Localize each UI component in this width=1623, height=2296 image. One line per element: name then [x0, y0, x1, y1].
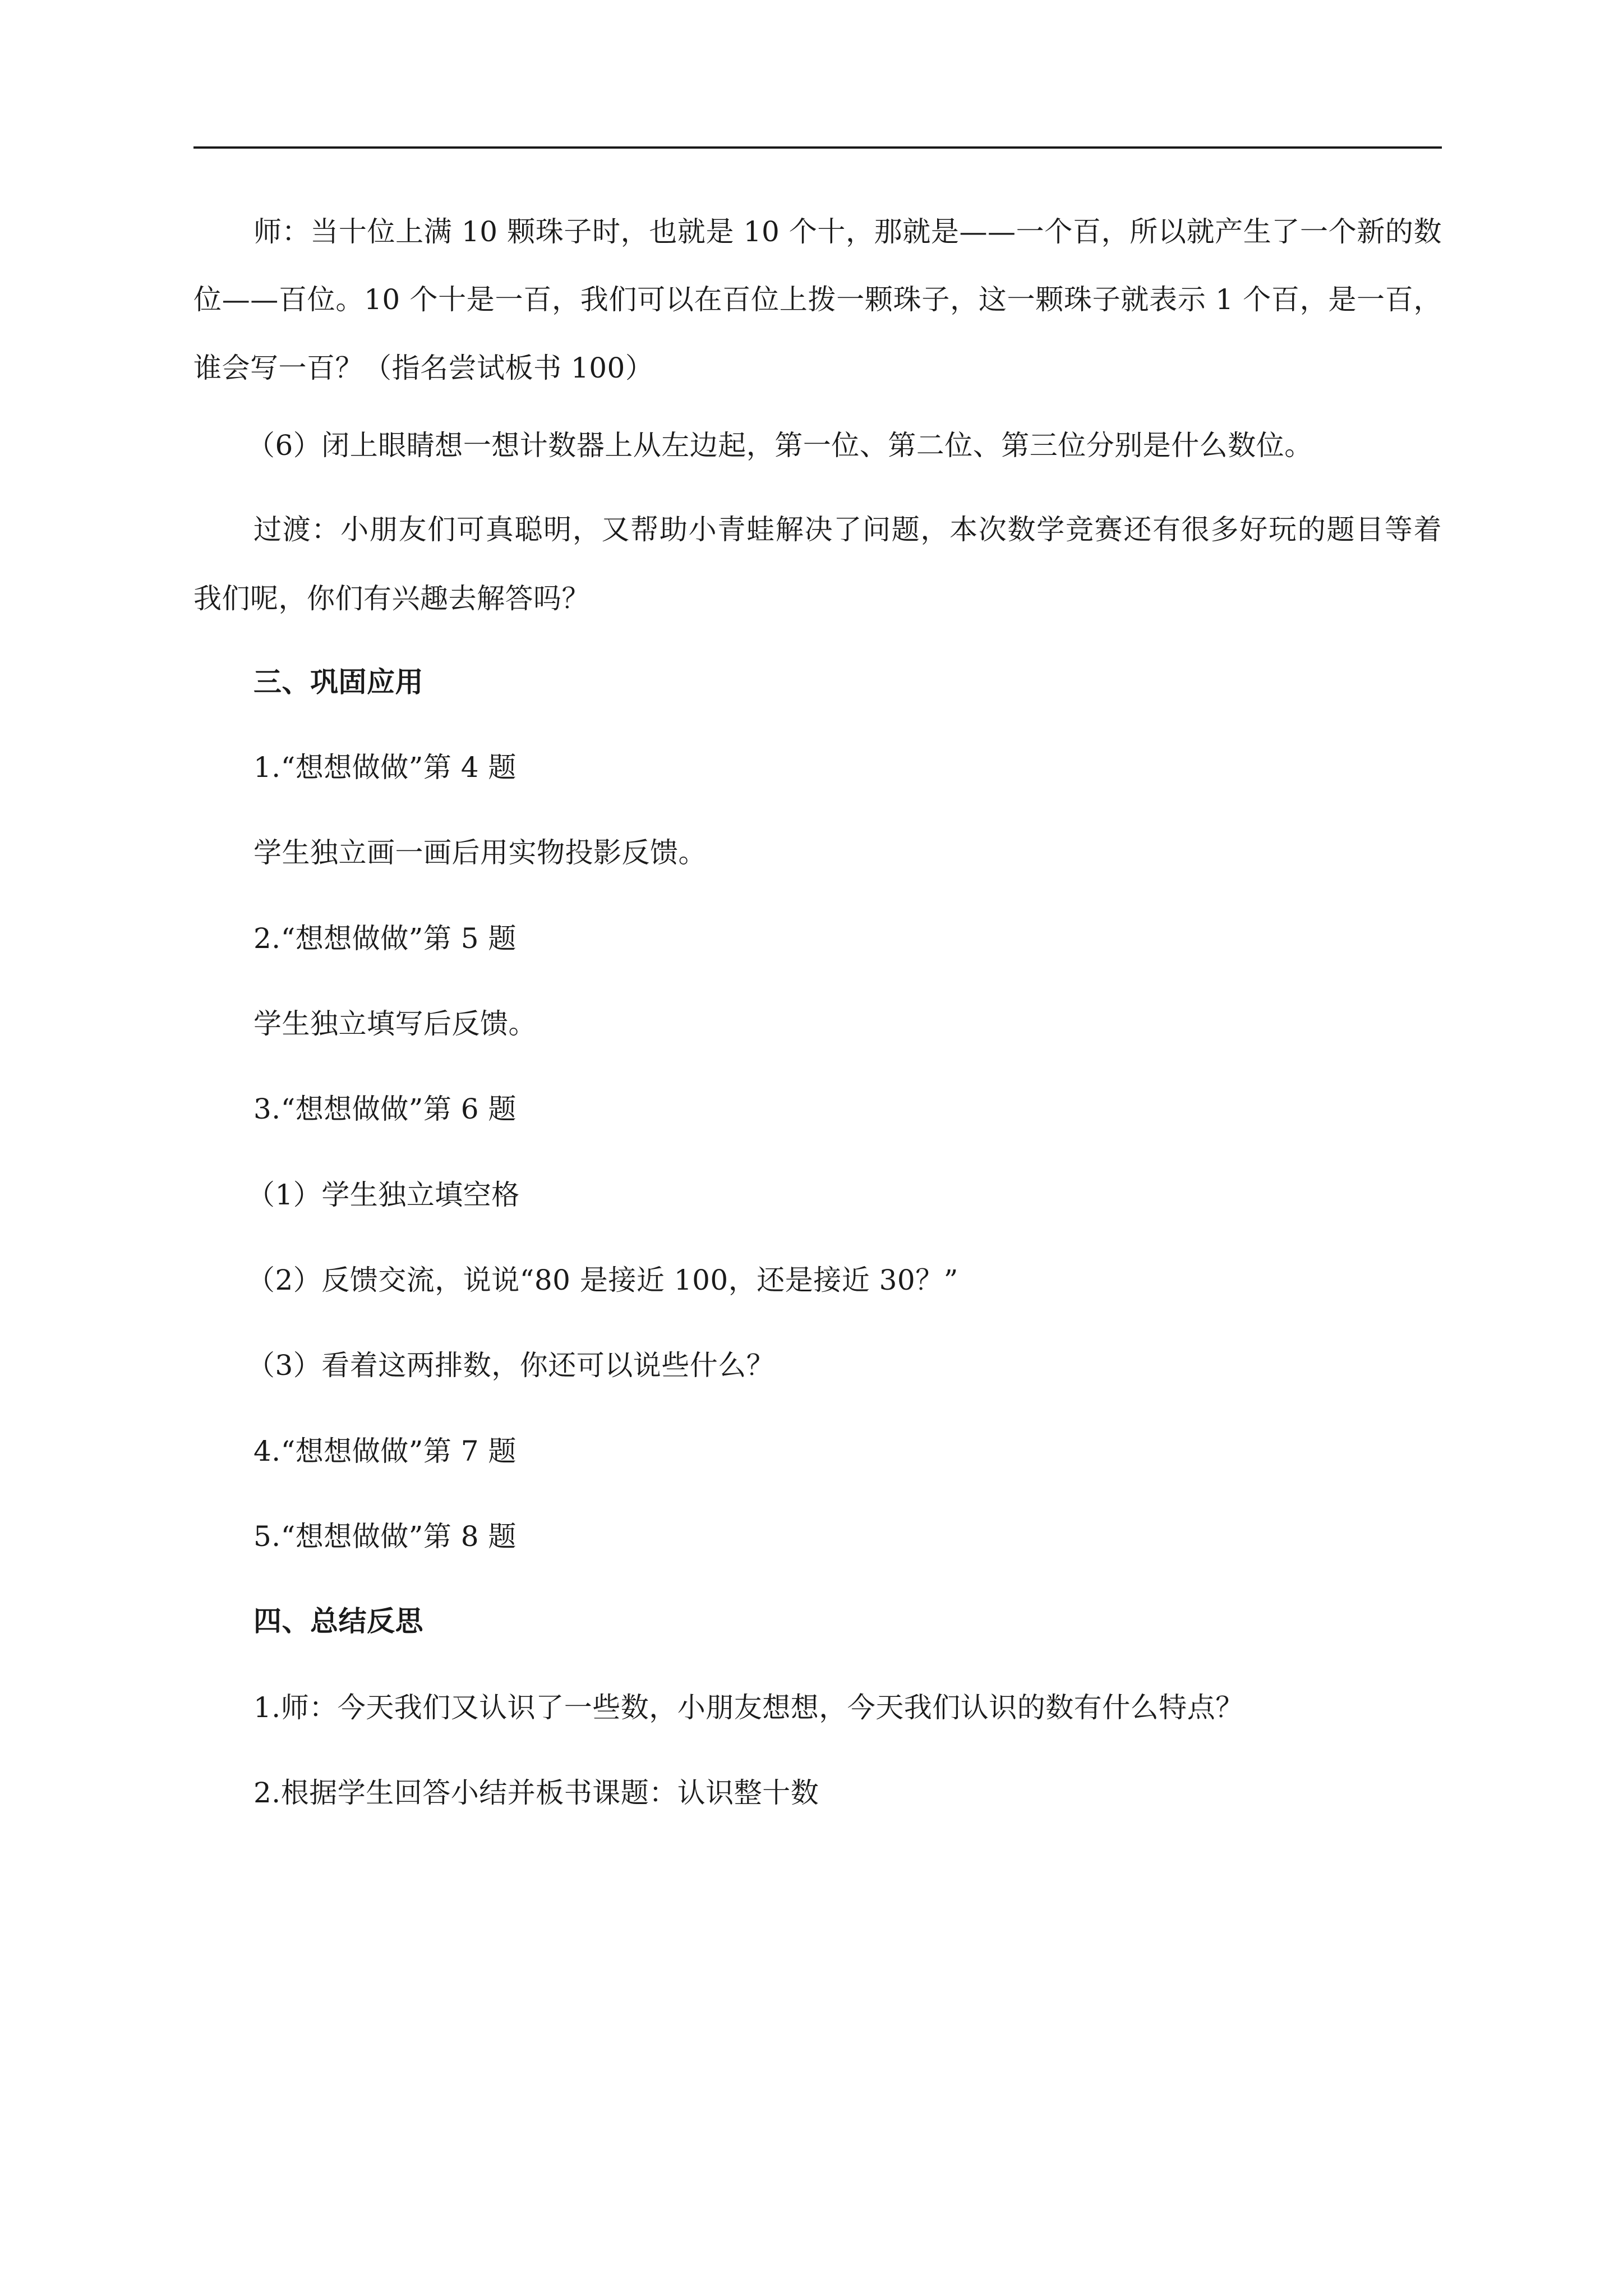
summary-item-1: 1.师：今天我们又认识了一些数，小朋友想想，今天我们认识的数有什么特点？ — [253, 1691, 1244, 1724]
section-heading-consolidation: 三、巩固应用 — [253, 665, 423, 698]
paragraph-transition-line-2: 我们呢，你们有兴趣去解答吗？ — [193, 582, 590, 615]
header-rule — [193, 146, 1442, 149]
exercise-item-1: 1.“想想做做”第 4 题 — [253, 751, 517, 784]
exercise-item-3-sub-1: （1）学生独立填空格 — [247, 1179, 520, 1211]
exercise-item-2-note: 学生独立填写后反馈。 — [253, 1007, 537, 1040]
paragraph-teacher-line-3: 谁会写一百？（指名尝试板书 100） — [193, 352, 654, 384]
exercise-item-3: 3.“想想做做”第 6 题 — [253, 1093, 517, 1125]
section-heading-summary: 四、总结反思 — [253, 1604, 423, 1637]
exercise-item-4: 4.“想想做做”第 7 题 — [253, 1435, 517, 1467]
summary-item-2: 2.根据学生回答小结并板书课题：认识整十数 — [253, 1777, 819, 1809]
exercise-item-3-sub-3: （3）看着这两排数，你还可以说些什么？ — [247, 1349, 775, 1382]
exercise-item-2: 2.“想想做做”第 5 题 — [253, 922, 517, 955]
paragraph-teacher-line-1: 师：当十位上满 10 颗珠子时，也就是 10 个十，那就是——一个百，所以就产生了一个新的数 — [253, 215, 1442, 248]
exercise-item-5: 5.“想想做做”第 8 题 — [253, 1520, 517, 1553]
paragraph-transition-line-1: 过渡：小朋友们可真聪明，又帮助小青蛙解决了问题，本次数学竞赛还有很多好玩的题目等着 — [253, 513, 1442, 546]
paragraph-teacher-line-2: 位——百位。10 个十是一百，我们可以在百位上拨一颗珠子，这一颗珠子就表示 1 个百，是一百， — [193, 283, 1442, 316]
exercise-item-3-sub-2: （2）反馈交流，说说“80 是接近 100，还是接近 30？” — [247, 1264, 958, 1296]
exercise-item-1-note: 学生独立画一画后用实物投影反馈。 — [253, 836, 707, 869]
paragraph-step-6: （6）闭上眼睛想一想计数器上从左边起，第一位、第二位、第三位分别是什么数位。 — [247, 429, 1313, 462]
